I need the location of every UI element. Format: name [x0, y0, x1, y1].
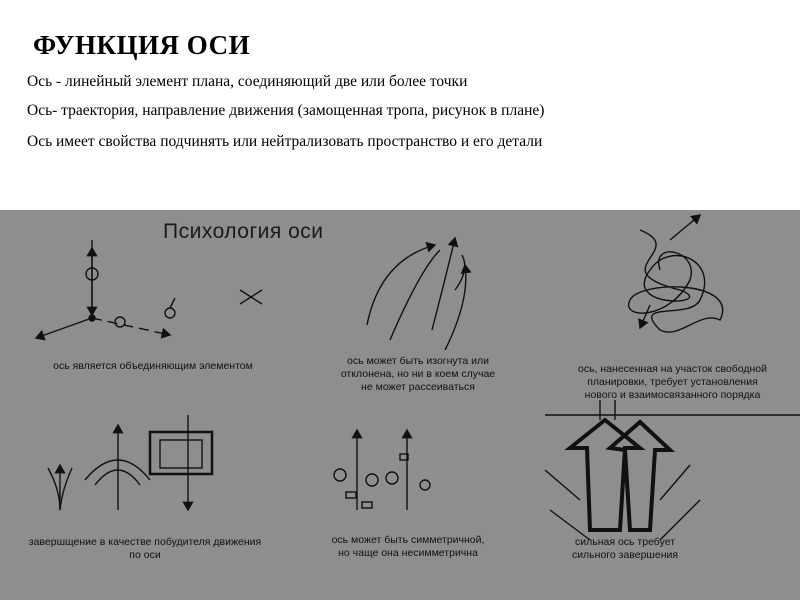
caption-line: сильная ось требует: [574, 536, 676, 548]
caption-line: планировки, требует установления: [587, 376, 758, 388]
caption-strong: [545, 536, 705, 562]
caption-line: ось, нанесенная на участок свободной: [577, 363, 767, 375]
caption-free-plan: [555, 363, 790, 402]
scribble-sketch: [629, 215, 723, 332]
curved-axis-sketch: [367, 238, 466, 350]
symmetry-sketch: [334, 430, 430, 510]
caption-line: ось может быть изогнута или: [346, 355, 489, 367]
caption-line: завершщение в качестве побудителя движения: [28, 536, 262, 548]
caption-line: не может рассеиваться: [361, 381, 475, 393]
caption-line: сильного завершения: [571, 549, 679, 561]
caption-termination: [5, 536, 285, 562]
caption-unifying: [28, 360, 278, 373]
caption-line: ось является объединяющим элементом: [53, 360, 253, 372]
axis-psychology-figure: [0, 210, 800, 600]
caption-line: нового и взаимосвязанного порядка: [584, 389, 761, 401]
caption-line: но чаще она несимметрична: [338, 547, 478, 559]
page-title: ФУНКЦИЯ ОСИ: [33, 30, 251, 60]
figure-title: Психология оси: [163, 220, 324, 243]
caption-symmetry: [308, 534, 508, 560]
strong-axis-sketch: [545, 400, 800, 540]
caption-line: по оси: [129, 549, 161, 561]
text-line-3: Ось имеет свойства подчинять или нейтрализовать пространство и его детали: [27, 133, 543, 150]
text-line-2: Ось- траектория, направление движения (замощенная тропа, рисунок в плане): [27, 102, 545, 119]
caption-line: отклонена, но ни в коем случае: [340, 368, 496, 380]
unifying-axis-sketch: [36, 240, 262, 338]
text-line-1: Ось - линейный элемент плана, соединяющий две или более точки: [27, 73, 468, 90]
termination-sketch: [48, 415, 212, 510]
caption-line: ось может быть симметричной,: [331, 534, 485, 546]
caption-curved: [318, 355, 518, 394]
